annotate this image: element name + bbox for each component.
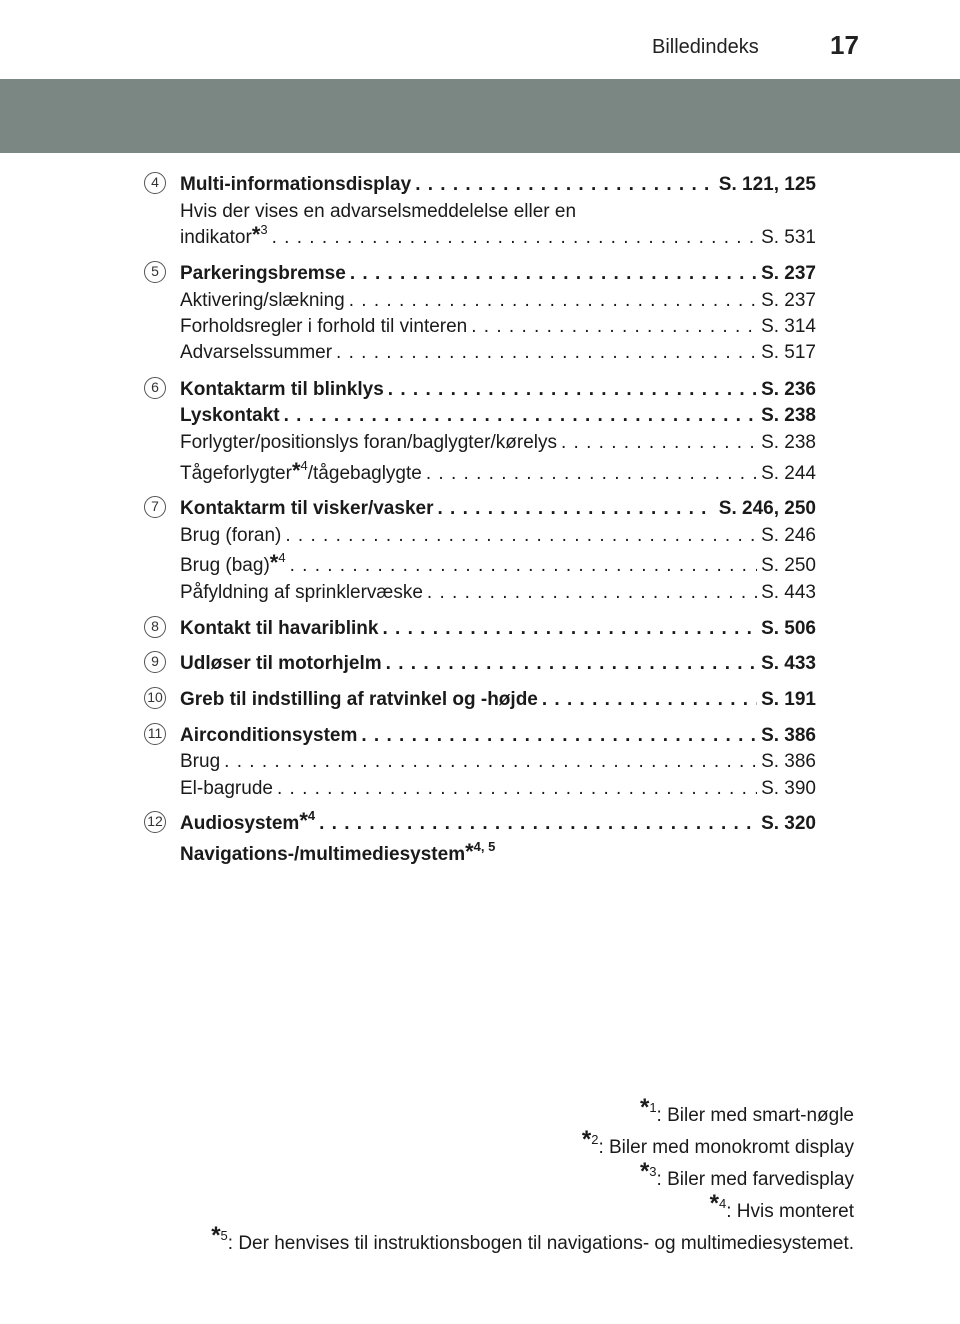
index-entry-heading [180,170,816,196]
dot-leader [427,582,757,604]
footnote-asterisk: * [269,550,279,575]
footnote [211,1190,854,1228]
page-reference: S. 531 [761,227,816,248]
dot-leader [285,525,757,547]
page-reference: S. 320 [761,813,816,834]
page-reference: S. 506 [761,618,816,639]
index-entry-subitem [180,774,816,800]
footnote-number: 1 [649,1099,657,1115]
item-number-badge: 8 [144,616,166,638]
entry-label: indikator*$^3$ [180,221,268,248]
page-reference: S. 390 [761,778,816,799]
page-reference: S. 517 [761,342,816,363]
index-entry-heading [180,375,816,401]
footnote [211,1222,854,1260]
index-entry-heading [180,494,816,520]
page-reference: S. 236 [761,379,816,400]
entry-label: Brug [180,751,221,772]
entry-label: Kontaktarm til blinklys [180,379,384,400]
footnote-asterisk: * [251,222,261,247]
dot-leader [349,290,757,312]
entry-label: Tågeforlygter*$^4$/tågebaglygte [180,457,422,484]
footnote-text: : Hvis monteret [726,1201,854,1222]
item-number-badge: 9 [144,651,166,673]
index-entry-subitem [180,223,816,249]
entry-label: Greb til indstilling af ratvinkel og -højde [180,689,538,710]
entry-label: Airconditionsystem [180,725,358,746]
page-reference: S. 246, 250 [718,498,816,519]
entry-label: Audiosystem*$^4$ [180,807,316,834]
page-reference: S. 237 [761,290,816,311]
footnote-number: 2 [591,1131,599,1147]
page-reference: S. 121, 125 [718,174,816,195]
item-number-badge: 7 [144,496,166,518]
footnote-asterisk: * [291,458,301,483]
page-reference: S. 250 [761,555,816,576]
footnote-number: 4 [719,1195,727,1211]
index-entry-subitem [180,459,816,485]
dot-leader [319,813,757,835]
page-reference: S. 244 [761,463,816,484]
footnote-ref: 4 [278,549,286,565]
footnote-ref: 3 [260,221,268,237]
entry-label: Parkeringsbremse [180,263,346,284]
index-entry-heading [180,721,816,747]
footnote-number: 3 [649,1163,657,1179]
footnote [211,1094,854,1132]
footnote-ref: 4 [300,457,308,473]
index-entry-subitem [180,338,816,364]
dot-leader [437,498,714,520]
index-entry-heading [180,649,816,675]
index-entry-subitem [180,578,816,604]
entry-label: El-bagrude [180,778,273,799]
entry-label: Navigations-/multimediesystem*$^{4, 5}$ [180,838,496,865]
dot-leader [561,432,757,454]
index-entry-heading [180,614,816,640]
footnote-asterisk: * [299,808,308,833]
entry-label: Påfyldning af sprinklervæske [180,582,423,603]
index-entry-subitem [180,551,816,577]
page-reference: S. 238 [761,405,816,426]
page-reference: S. 191 [761,689,816,710]
dot-leader [361,725,757,747]
footnote-asterisk: * [211,1222,221,1249]
index-entry-heading [180,401,816,427]
item-number-badge: 11 [144,723,166,745]
dot-leader [224,751,757,773]
footnote-asterisk: * [581,1126,592,1153]
page-header [0,0,960,70]
dot-leader [382,618,757,640]
index-entry-subitem [180,286,816,312]
footnote-ref: 4 [307,807,316,823]
index-entry-heading [180,809,816,835]
index-entry-heading [180,840,816,866]
dot-leader [542,689,757,711]
index-entry-subitem [180,197,816,223]
entry-label: Aktivering/slækning [180,290,345,311]
dot-leader [290,555,757,577]
dot-leader [272,227,757,249]
entry-label: Kontakt til havariblink [180,618,379,639]
item-number-badge: 4 [144,172,166,194]
page-reference: S. 237 [761,263,816,284]
page-reference: S. 443 [761,582,816,603]
footnote-text: : Biler med smart-nøgle [656,1105,854,1126]
section-title: Billedindeks [652,36,759,58]
dot-leader [284,405,757,427]
entry-label: Multi-informationsdisplay [180,174,412,195]
page-reference: S. 386 [761,725,816,746]
index-entry-subitem [180,521,816,547]
entry-label: Kontaktarm til visker/vasker [180,498,434,519]
entry-label: Brug (foran) [180,525,282,546]
footnote-text: : Biler med farvedisplay [656,1169,854,1190]
entry-label: Udløser til motorhjelm [180,653,382,674]
entry-label: Lyskontakt [180,405,280,426]
item-number-badge: 10 [144,687,166,709]
index-entry-subitem [180,747,816,773]
dot-leader [386,653,757,675]
footnotes [211,1094,854,1260]
footnote-text: : Der henvises til instruktionsbogen til navigations- og multimediesystemet. [227,1233,854,1254]
page-reference: S. 433 [761,653,816,674]
header-band [0,79,960,153]
footnote-number: 5 [220,1227,228,1243]
index-entry-heading [180,685,816,711]
dot-leader [336,342,757,364]
footnote-asterisk: * [639,1094,650,1121]
page-number: 17 [830,30,859,60]
page-reference: S. 386 [761,751,816,772]
footnote-asterisk: * [639,1158,650,1185]
entry-label: Brug (bag)*$^4$ [180,549,286,576]
footnote [211,1126,854,1164]
item-number-badge: 12 [144,811,166,833]
index-entry-subitem [180,312,816,338]
dot-leader [388,379,757,401]
footnote [211,1158,854,1196]
footnote-text: : Biler med monokromt display [598,1137,854,1158]
entry-label: Advarselssummer [180,342,333,363]
entry-label: Forholdsregler i forhold til vinteren [180,316,468,337]
dot-leader [471,316,757,338]
footnote-asterisk: * [465,839,474,864]
index-entry-subitem [180,428,816,454]
footnote-ref: 4, 5 [473,838,496,854]
page-reference: S. 314 [761,316,816,337]
entry-label: Hvis der vises en advarselsmeddelelse eller en [180,201,577,222]
dot-leader [277,778,757,800]
dot-leader [350,263,757,285]
dot-leader [415,174,715,196]
entry-label: Forlygter/positionslys foran/baglygter/kørelys [180,432,557,453]
page-reference: S. 238 [761,432,816,453]
page-reference: S. 246 [761,525,816,546]
item-number-badge: 6 [144,377,166,399]
footnote-asterisk: * [709,1190,719,1217]
item-number-badge: 5 [144,261,166,283]
dot-leader [426,463,757,485]
index-entry-heading [180,259,816,285]
